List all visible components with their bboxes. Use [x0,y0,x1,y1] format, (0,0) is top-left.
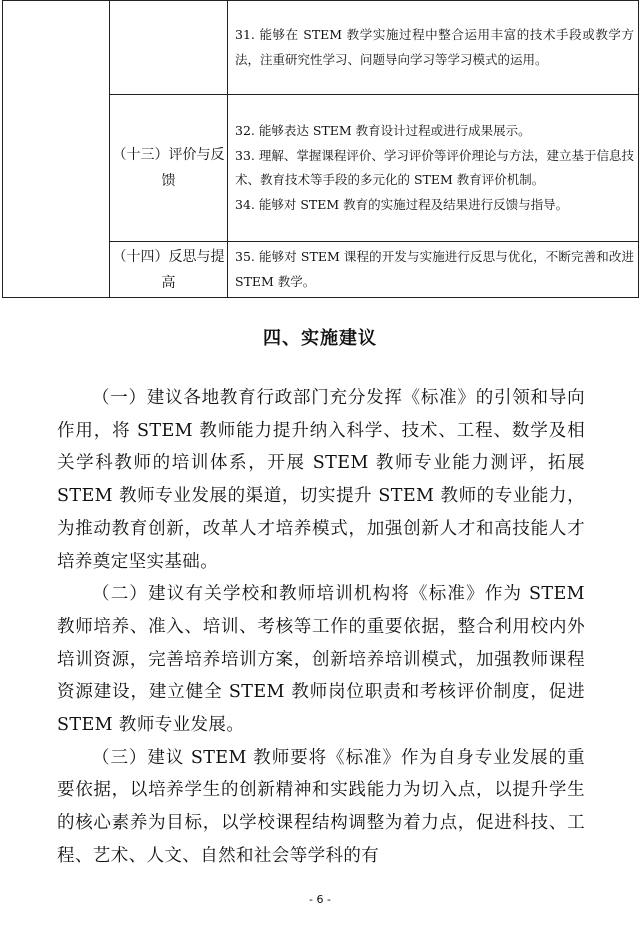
item-32: 32. 能够表达 STEM 教育设计过程或进行成果展示。 [235,123,531,138]
item-cell [228,242,639,298]
section-heading: 四、实施建议 [263,328,377,349]
standards-table [2,0,639,298]
table-row [3,1,639,95]
paragraph-2: （二）建议有关学校和教师培训机构将《标准》作为 STEM 教师培养、准入、培训、考核等工作的重要依据，整合利用校内外培训资源，完善培养培训方案，创新培养培训模式，加强教师课程资源建设，建立健全 STEM 教师岗位职责和考核评价制度，促进 STEM 教师专业发展。 [57,584,585,736]
item-cell [228,95,639,242]
item-33: 33. 理解、掌握课程评价、学习评价等评价理论与方法，建立基于信息技术、教育技术等手段的多元化的 STEM 教育评价机制。 [235,147,634,187]
category-cell [110,1,228,95]
paragraph-1: （一）建议各地教育行政部门充分发挥《标准》的引领和导向作用，将 STEM 教师能力提升纳入科学、技术、工程、数学及相关学科教师的培训体系，开展 STEM 教师专业能力测评，拓展 STEM 教师专业发展的渠道，切实提升 STEM 教师的专业能力，为推动教育创新，改革人才培养模式，加强创新人才和高技能人才培养奠定坚实基础。 [57,388,585,572]
category-cell-evaluation [110,95,228,242]
category-label: （十三）评价与反馈 [112,147,225,189]
item-34: 34. 能够对 STEM 教育的实施过程及结果进行反馈与指导。 [235,196,569,212]
domain-cell-empty [3,1,110,298]
category-label: （十四）反思与提高 [112,248,225,291]
item-cell [228,1,639,95]
category-cell-reflection [110,242,228,298]
section-body [57,382,585,873]
page-number: - 6 - [309,893,331,906]
item-35: 35. 能够对 STEM 课程的开发与实施进行反思与优化，不断完善和改进 STEM 教学。 [235,249,634,289]
item-31: 31. 能够在 STEM 教学实施过程中整合运用丰富的技术手段或教学方法，注重研究性学习、问题导向学习等学习模式的运用。 [235,27,634,67]
paragraph-3: （三）建议 STEM 教师要将《标准》作为自身专业发展的重要依据，以培养学生的创新精神和实践能力为切入点，以提升学生的核心素养为目标，以学校课程结构调整为着力点，促进科技、工程、艺术、人文、自然和社会等学科的有 [57,747,585,866]
